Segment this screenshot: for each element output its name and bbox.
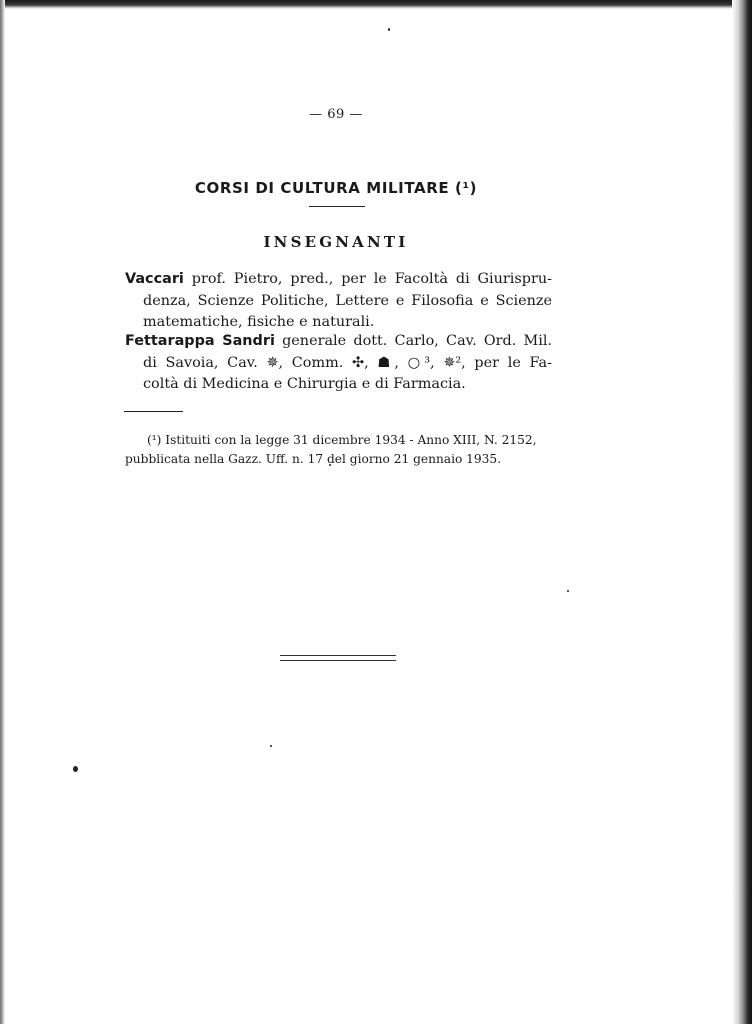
title-rule bbox=[309, 206, 365, 207]
teacher-name: Vaccari bbox=[125, 271, 184, 287]
scan-speck bbox=[270, 745, 272, 747]
end-of-page-rule bbox=[280, 655, 396, 661]
scan-left-edge bbox=[0, 0, 5, 1024]
teacher-name: Fettarappa Sandri bbox=[125, 333, 275, 349]
footnote bbox=[125, 431, 552, 469]
entry-line: matematiche, fisiche e naturali. bbox=[143, 314, 375, 330]
page-number: — 69 — bbox=[309, 107, 363, 122]
entry-line bbox=[125, 269, 552, 291]
scan-speck bbox=[73, 766, 78, 772]
entry-line: coltà di Medicina e Chirurgia e di Farmacia. bbox=[143, 376, 466, 392]
entry-line bbox=[125, 331, 552, 353]
footnote-line: (¹) Istituiti con la legge 31 dicembre 1934 - Anno XIII, N. 2152, bbox=[147, 433, 537, 447]
teacher-entry-fettarappa-sandri bbox=[125, 331, 552, 396]
entry-text: prof. Pietro, pred., per le Facoltà di Giurispru- bbox=[191, 271, 553, 287]
scan-right-edge bbox=[732, 0, 752, 1024]
entry-line: di Savoia, Cav. ✵, Comm. ✣, ☗, ○³, ✵², per le Fa- bbox=[143, 354, 552, 371]
entry-line: denza, Scienze Politiche, Lettere e Filosofia e Scienze bbox=[143, 292, 552, 309]
entry-text: generale dott. Carlo, Cav. Ord. Mil. bbox=[282, 333, 552, 349]
section-title: CORSI DI CULTURA MILITARE (¹) bbox=[194, 179, 478, 197]
subheading-insegnanti: INSEGNANTI bbox=[263, 233, 409, 251]
scan-speck bbox=[567, 590, 569, 592]
footnote-line: pubblicata nella Gazz. Uff. n. 17 del giorno 21 gennaio 1935. bbox=[125, 452, 502, 466]
scan-speck bbox=[388, 28, 390, 31]
teacher-entry-vaccari bbox=[125, 269, 552, 334]
scan-top-edge bbox=[0, 0, 752, 9]
footnote-rule bbox=[124, 411, 183, 412]
